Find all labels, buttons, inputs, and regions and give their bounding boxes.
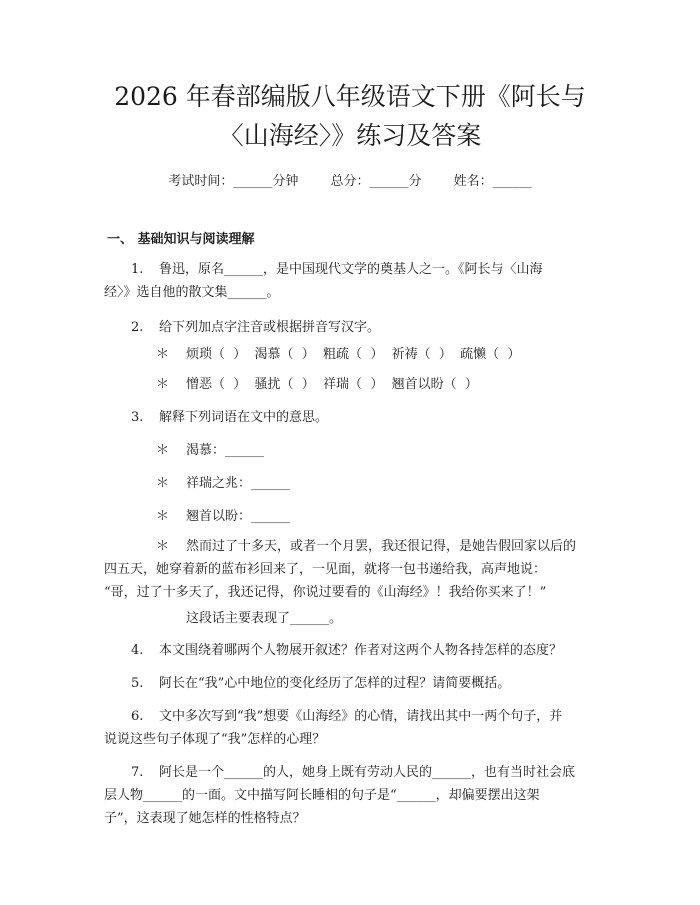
question-4 [131, 639, 562, 662]
bullet-icon: ＊ [156, 377, 170, 392]
question-text: 给下列加点字注音或根据拼音写汉字。 [159, 320, 381, 335]
question-text: 鲁迅，原名______，是中国现代文学的奠基人之一。《阿长与〈山海 [159, 262, 543, 277]
question-5 [131, 672, 510, 695]
question-3 [131, 406, 328, 429]
bullet-item [156, 343, 520, 366]
passage-question: 这段话主要表现了______。 [186, 611, 343, 626]
bullet-item [156, 472, 290, 495]
bullet-item [156, 439, 264, 462]
bullet-text: 祥瑞之兆：______ [186, 476, 291, 491]
question-number: 6. [131, 709, 144, 724]
question-text: 阿长是一个______的人，她身上既有劳动人民的______，也有当时社会底 [159, 765, 576, 780]
bullet-text: 憎恶（ ） 骚扰（ ） 祥瑞（ ） 翘首以盼（ ） [186, 377, 478, 392]
bullet-text: 翘首以盼：______ [186, 509, 291, 524]
exam-meta [0, 170, 700, 189]
passage-text-continued: “哥，过了十多天了，我还记得，你说过要看的《山海经》！我给你买来了！” [104, 585, 547, 600]
section-heading-basics: 一、 基础知识与阅读理解 [107, 232, 255, 247]
bullet-icon: ＊ [156, 443, 170, 458]
question-number: 5. [131, 676, 144, 691]
passage-text: 然而过了十多天，或者一个月罢，我还很记得，是她告假回家以后的 [186, 539, 577, 554]
question-number: 7. [131, 765, 144, 780]
question-6-continued: 说说这些句子体现了“我”怎样的心理？ [104, 732, 326, 747]
bullet-icon: ＊ [156, 347, 170, 362]
total-score-field: 总分：______分 [330, 174, 422, 189]
bullet-icon: ＊ [156, 509, 170, 524]
student-name-field: 姓名：______ [453, 174, 532, 189]
bullet-icon: ＊ [156, 539, 170, 554]
question-number: 1. [131, 262, 144, 277]
question-text: 本文围绕着哪两个人物展开叙述？作者对这两个人物各持怎样的态度？ [159, 643, 563, 658]
bullet-item [156, 535, 576, 558]
question-number: 2. [131, 320, 144, 335]
bullet-text: 烦琐（ ） 渴慕（ ） 粗疏（ ） 祈祷（ ） 疏懒（ ） [186, 347, 521, 362]
question-number: 3. [131, 410, 144, 425]
question-1 [131, 258, 543, 281]
question-7 [131, 761, 575, 784]
question-text: 阿长在“我”心中地位的变化经历了怎样的过程？请简要概括。 [159, 676, 511, 691]
bullet-item [156, 505, 290, 528]
passage-text-continued: 四五天，她穿着新的蓝布衫回来了，一见面，就将一包书递给我，高声地说： [104, 562, 547, 577]
question-text: 文中多次写到“我”想要《山海经》的心情，请找出其中一两个句子，并 [159, 709, 563, 724]
document-title-line-1: 2026 年春部编版八年级语文下册《阿长与 [114, 82, 586, 111]
question-6 [131, 705, 562, 728]
question-7-continued: 子”，这表现了她怎样的性格特点？ [104, 811, 306, 826]
question-2 [131, 316, 380, 339]
question-1-continued: 经〉》选自他的散文集______。 [104, 285, 280, 300]
document-title-line-2: 〈山海经〉》练习及答案 [218, 121, 482, 150]
bullet-item [156, 373, 478, 396]
bullet-icon: ＊ [156, 476, 170, 491]
question-text: 解释下列词语在文中的意思。 [159, 410, 329, 425]
question-7-continued: 层人物______的一面。文中描写阿长睡相的句子是“______，却偏要摆出这架 [104, 788, 540, 803]
bullet-text: 渴慕：______ [186, 443, 265, 458]
exam-time-field: 考试时间：______分钟 [168, 174, 299, 189]
question-number: 4. [131, 643, 144, 658]
